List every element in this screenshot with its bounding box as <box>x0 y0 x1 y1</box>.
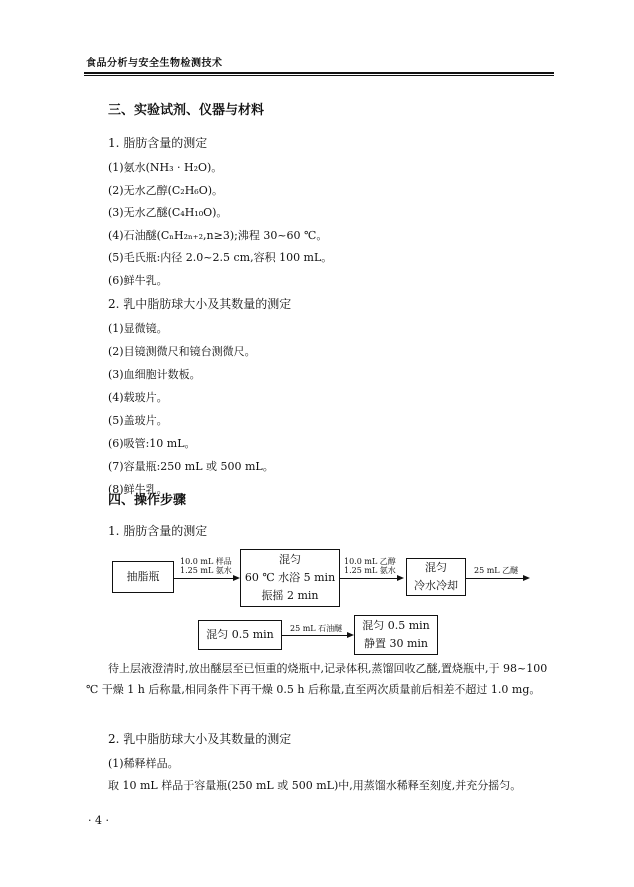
flow-box-mix-stand <box>354 615 438 655</box>
flow-box-mix-cool <box>406 558 466 596</box>
flow-box-mix-water-bath <box>240 549 340 607</box>
flow-box-5-line-1: 混匀 0.5 min <box>362 619 430 632</box>
flow-arrow-2-line <box>340 578 397 579</box>
instrument-item-8: (8)鲜牛乳。 <box>108 483 168 496</box>
instrument-item-4: (4)载玻片。 <box>108 391 168 404</box>
section-4-title: 四、操作步骤 <box>108 493 187 508</box>
flow-box-2-line-2: 60 ℃ 水浴 5 min <box>244 571 336 584</box>
flow-arrow-4-line <box>282 635 347 636</box>
instrument-item-3: (3)血细胞计数板。 <box>108 368 201 381</box>
flow-box-extraction-flask <box>112 561 174 593</box>
flow-arrow-1-label-2: 1.25 mL 氨水 <box>180 566 232 575</box>
dilute-instruction: 取 10 mL 样品于容量瓶(250 mL 或 500 mL)中,用蒸馏水稀释至刻度,并充分摇匀。 <box>108 779 522 792</box>
flow-arrow-2-label-1: 10.0 mL 乙醇 <box>344 557 396 566</box>
flow-arrow-3-label: 25 mL 乙醚 <box>474 566 519 575</box>
running-header: 食品分析与安全生物检测技术 <box>86 58 223 69</box>
section-3-part-2-title: 2. 乳中脂肪球大小及其数量的测定 <box>108 297 292 311</box>
flow-arrow-1-head <box>233 575 240 581</box>
instrument-item-2: (2)目镜测微尺和镜台测微尺。 <box>108 345 256 358</box>
section-3-title: 三、实验试剂、仪器与材料 <box>108 103 265 118</box>
flow-arrow-2-head <box>397 575 404 581</box>
step-dilute-sample: (1)稀释样品。 <box>108 757 179 770</box>
header-rule-thin <box>84 75 554 76</box>
instrument-item-1: (1)显微镜。 <box>108 322 168 335</box>
flow-arrow-4-label: 25 mL 石油醚 <box>290 624 343 633</box>
flow-arrow-3-line <box>466 578 524 579</box>
reagent-item-1: (1)氨水(NH₃ · H₂O)。 <box>108 161 223 174</box>
section-4-part-1-title: 1. 脂肪含量的测定 <box>108 524 208 538</box>
reagent-item-6: (6)鲜牛乳。 <box>108 274 168 287</box>
flow-box-5-line-2: 静置 30 min <box>363 637 429 650</box>
section-3-part-1-title: 1. 脂肪含量的测定 <box>108 136 208 150</box>
reagent-item-2: (2)无水乙醇(C₂H₆O)。 <box>108 184 224 197</box>
flow-arrow-3-head <box>523 575 530 581</box>
section-4-part-2-title: 2. 乳中脂肪球大小及其数量的测定 <box>108 732 292 746</box>
flow-arrow-2-label-2: 1.25 mL 氨水 <box>344 566 396 575</box>
flow-box-2-line-3: 振摇 2 min <box>261 589 319 602</box>
flow-arrow-1-label-1: 10.0 mL 样品 <box>180 557 232 566</box>
reagent-item-3: (3)无水乙醚(C₄H₁₀O)。 <box>108 206 228 219</box>
flow-box-2-line-1: 混匀 <box>279 553 301 566</box>
flow-box-1-label: 抽脂瓶 <box>126 570 160 583</box>
flow-box-3-line-2: 冷水冷却 <box>414 579 458 592</box>
reagent-item-5: (5)毛氏瓶:内径 2.0~2.5 cm,容积 100 mL。 <box>108 251 333 264</box>
flow-box-4-label: 混匀 0.5 min <box>206 628 274 641</box>
flow-box-3-line-1: 混匀 <box>425 561 447 574</box>
flow-arrow-4-head <box>347 632 354 638</box>
instrument-item-7: (7)容量瓶:250 mL 或 500 mL。 <box>108 460 274 473</box>
page-number: · 4 · <box>88 814 109 827</box>
flow-box-mix-half-minute <box>198 620 282 650</box>
reagent-item-4: (4)石油醚(CₙH₂ₙ₊₂,n≥3);沸程 30~60 ℃。 <box>108 229 328 242</box>
header-rule-thick <box>84 72 554 74</box>
flow-arrow-1-line <box>174 578 233 579</box>
instrument-item-5: (5)盖玻片。 <box>108 414 168 427</box>
instrument-item-6: (6)吸管:10 mL。 <box>108 437 196 450</box>
procedure-paragraph: 待上层液澄清时,放出醚层至已恒重的烧瓶中,记录体积,蒸馏回收乙醚,置烧瓶中,于 98~100 ℃ 干燥 1 h 后称量,相同条件下再干燥 0.5 h 后称量,直至两次质量前后相差不超过 1.0 mg。 <box>86 662 548 696</box>
